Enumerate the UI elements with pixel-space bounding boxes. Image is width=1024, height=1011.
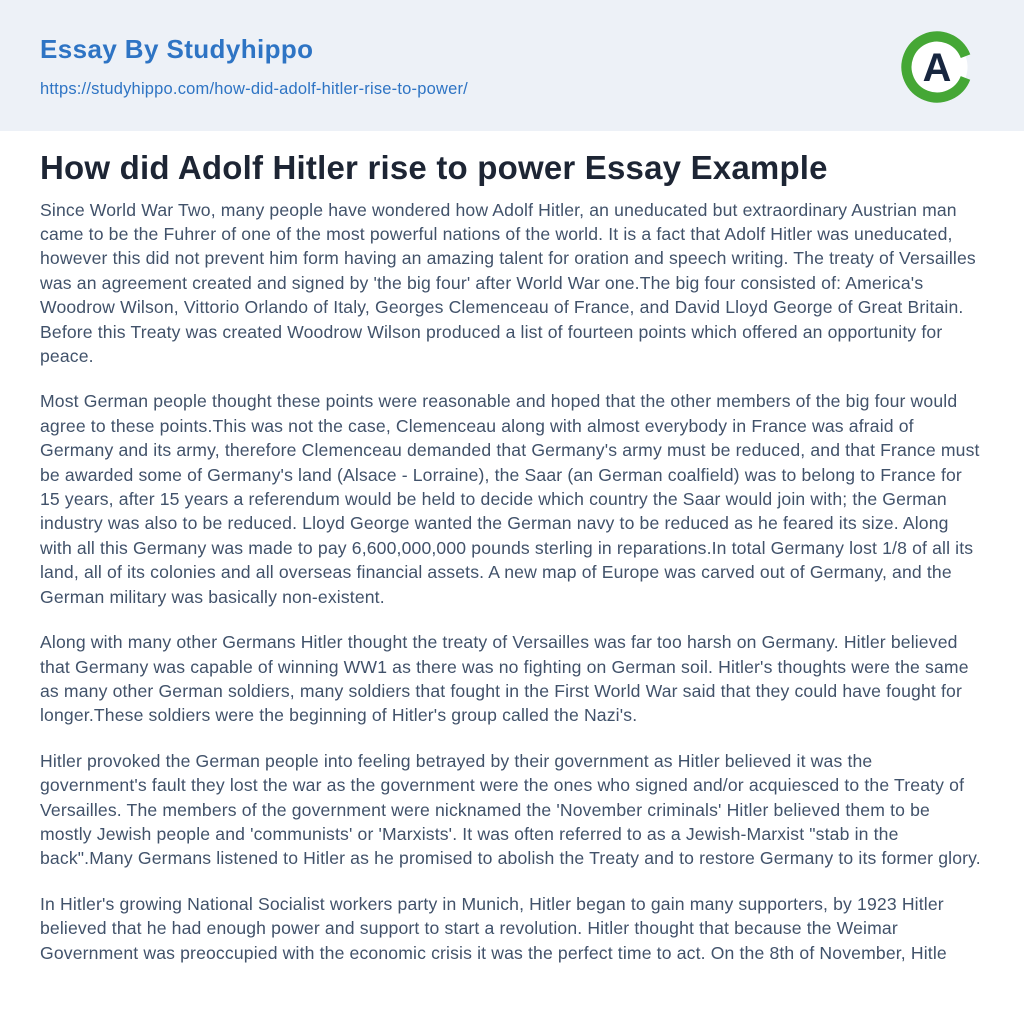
- site-title: Essay By Studyhippo: [40, 34, 314, 64]
- essay-paragraph: Along with many other Germans Hitler thought the treaty of Versailles was far too harsh on Germany. Hitler believed that Germany was capable of winning WW1 as there was no fighting on German soil. Hitler's thoughts were the same as many other German soldiers, many soldiers that fought in the First World War said that they could have fought for longer.These soldiers were the beginning of Hitler's group called the Nazi's.: [40, 632, 969, 726]
- essay-url-link[interactable]: https://studyhippo.com/how-did-adolf-hitler-rise-to-power/: [40, 80, 468, 98]
- page-header: [0, 0, 1024, 131]
- essay-paragraph: Hitler provoked the German people into feeling betrayed by their government as Hitler believed it was the government's fault they lost the war as the government were the ones who signed and/or acquiesced to the Treaty of Versailles. The members of the government were nicknamed the 'November criminals' Hitler believed them to be mostly Jewish people and 'communists' or 'Marxists'. It was often referred to as a Jewish-Marxist "stab in the back".Many Germans listened to Hitler as he promised to abolish the Treaty and to restore Germany to its former glory.: [40, 750, 981, 869]
- logo-letter: A: [922, 45, 952, 90]
- essay-body: [40, 198, 984, 965]
- essay-paragraph: Most German people thought these points were reasonable and hoped that the other members of the big four would agree to these points.This was not the case, Clemenceau along with almost everybody in France was afraid of Germany and its army, therefore Clemenceau demanded that Germany's army must be reduced, and that France must be awarded some of Germany's land (Alsace - Lorraine), the Saar (an German coalfield) was to belong to France for 15 years, after 15 years a referendum would be held to decide which country the Saar would join with; the German industry was also to be reduced. Lloyd George wanted the German navy to be reduced as he feared its size. Along with all this Germany was made to pay 6,600,000,000 pounds sterling in reparations.In total Germany lost 1/8 of all its land, all of its colonies and all overseas financial assets. A new map of Europe was carved out of Germany, and the German military was basically non-existent.: [40, 391, 980, 607]
- header-text-block: [40, 34, 468, 99]
- essay-paragraph: Since World War Two, many people have wondered how Adolf Hitler, an uneducated but extraordinary Austrian man came to be the Fuhrer of one of the most powerful nations of the world. It is a fact that Adolf Hitler was uneducated, however this did not prevent him form having an amazing talent for oration and speech writing. The treaty of Versailles was an agreement created and signed by 'the big four' after World War one.The big four consisted of: America's Woodrow Wilson, Vittorio Orlando of Italy, Georges Clemenceau of France, and David Lloyd George of Great Britain. Before this Treaty was created Woodrow Wilson produced a list of fourteen points which offered an opportunity for peace.: [40, 199, 976, 367]
- essay-title: How did Adolf Hitler rise to power Essay Example: [40, 149, 828, 186]
- essay-paragraph: In Hitler's growing National Socialist workers party in Munich, Hitler began to gain many supporters, by 1923 Hitler believed that he had enough power and support to start a revolution. Hitler thought that because the Weimar Government was preoccupied with the economic crisis it was the perfect time to act. On the 8th of November, Hitle: [40, 893, 947, 963]
- essay-page: [0, 131, 1024, 965]
- studyhippo-logo-icon: [900, 30, 974, 104]
- studyhippo-logo: [900, 30, 974, 104]
